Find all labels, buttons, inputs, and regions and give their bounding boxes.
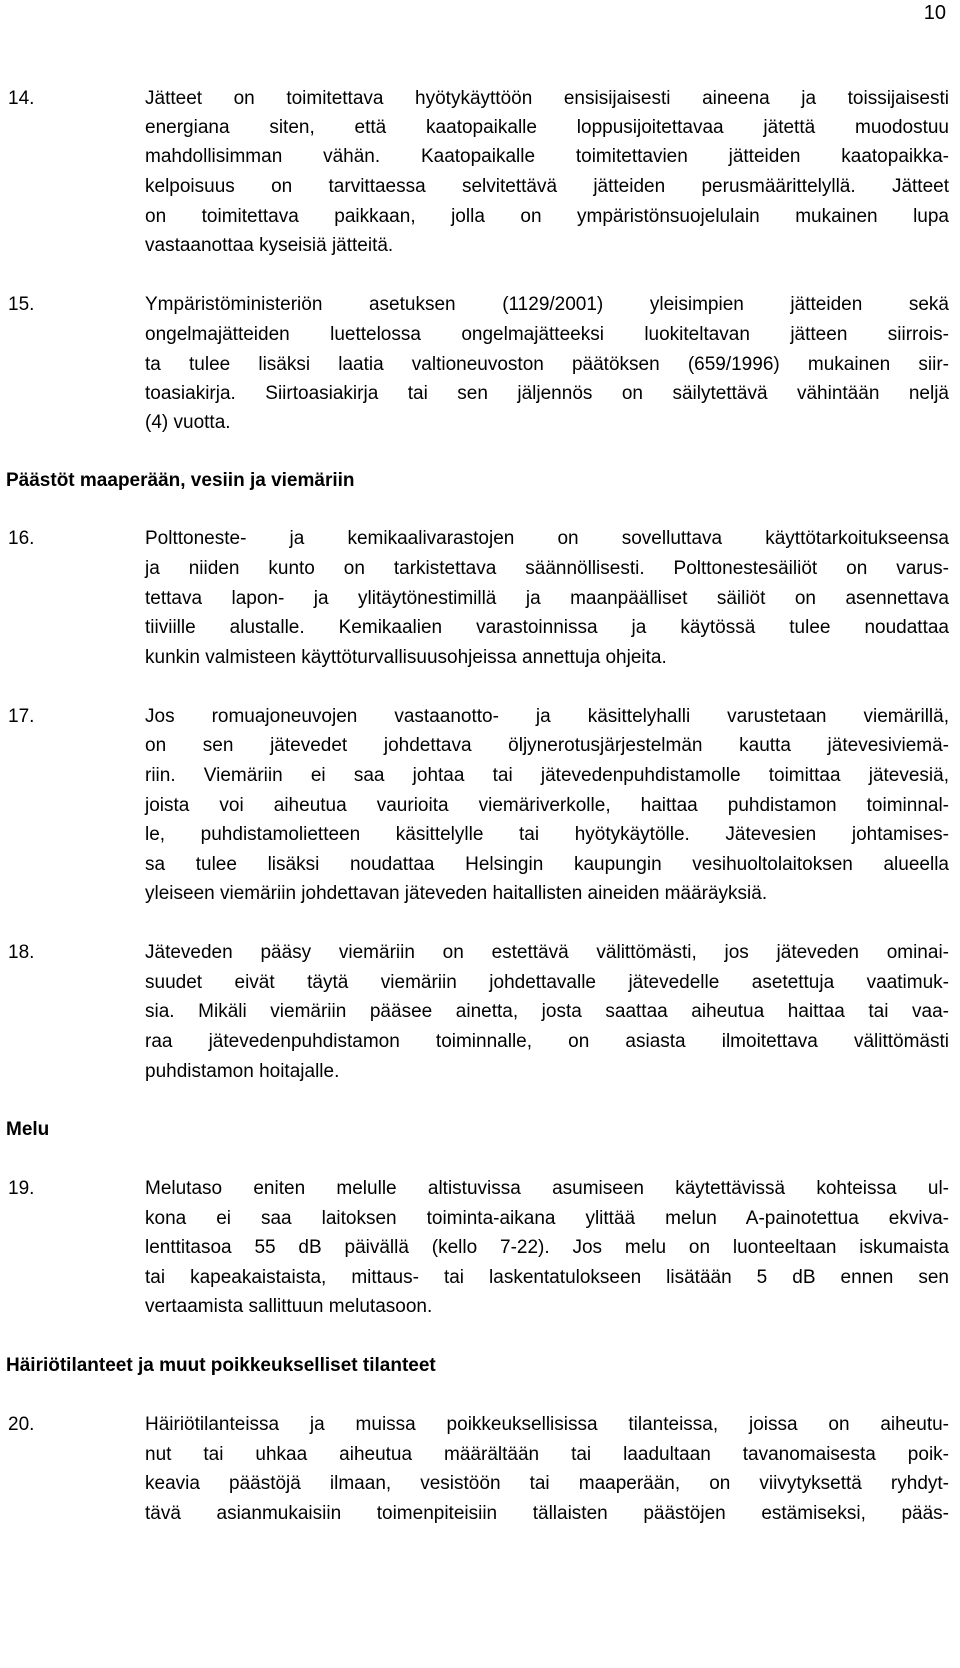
item-20-line-4: tävä asianmukaisiin toimenpiteisiin tällaisten päästöjen estämiseksi, pääs- bbox=[145, 1503, 949, 1524]
item-16-line-4: tiiviille alustalle. Kemikaalien varastoinnissa ja käytössä tulee noudattaa bbox=[145, 617, 949, 638]
item-number-18: 18. bbox=[8, 942, 35, 963]
item-14-line-4: kelpoisuus on tarvittaessa selvitettävä jätteiden perusmäärittelyllä. Jätteet bbox=[145, 176, 949, 197]
item-17-line-7: yleiseen viemäriin johdettavan jäteveden haitallisten aineiden määräyksiä. bbox=[145, 883, 768, 904]
item-19-line-2: kona ei saa laitoksen toiminta-aikana ylittää melun A-painotettua ekviva- bbox=[145, 1208, 949, 1229]
item-15-line-1: Ympäristöministeriön asetuksen (1129/2001) yleisimpien jätteiden sekä bbox=[145, 294, 949, 315]
item-number-14: 14. bbox=[8, 88, 35, 109]
item-15-line-3: ta tulee lisäksi laatia valtioneuvoston päätöksen (659/1996) mukainen siir- bbox=[145, 354, 949, 375]
item-15-line-4: toasiakirja. Siirtoasiakirja tai sen jäljennös on säilytettävä vähintään neljä bbox=[145, 383, 949, 404]
item-19-line-4: tai kapeakaistaista, mittaus- tai laskentatulokseen lisätään 5 dB ennen sen bbox=[145, 1267, 949, 1288]
item-19-line-5: vertaamista sallittuun melutasoon. bbox=[145, 1296, 433, 1317]
item-20-line-2: nut tai uhkaa aiheutua määrältään tai laadultaan tavanomaisesta poik- bbox=[145, 1444, 949, 1465]
item-16-line-5: kunkin valmisteen käyttöturvallisuusohjeissa annettuja ohjeita. bbox=[145, 647, 667, 668]
item-16-line-3: tettava lapon- ja ylitäytönestimillä ja maanpäälliset säiliöt on asennettava bbox=[145, 588, 949, 609]
item-18-line-5: puhdistamon hoitajalle. bbox=[145, 1061, 340, 1082]
item-18-line-4: raa jätevedenpuhdistamon toiminnalle, on asiasta ilmoitettava välittömästi bbox=[145, 1031, 949, 1052]
section-heading-incidents: Häiriötilanteet ja muut poikkeukselliset tilanteet bbox=[6, 1355, 436, 1376]
item-17-line-1: Jos romuajoneuvojen vastaanotto- ja käsittelyhalli varustetaan viemärillä, bbox=[145, 706, 949, 727]
item-17-line-6: sa tulee lisäksi noudattaa Helsingin kaupungin vesihuoltolaitoksen alueella bbox=[145, 854, 949, 875]
item-number-17: 17. bbox=[8, 706, 35, 727]
item-14-line-3: mahdollisimman vähän. Kaatopaikalle toimitettavien jätteiden kaatopaikka- bbox=[145, 146, 949, 167]
item-18-line-3: sia. Mikäli viemäriin pääsee ainetta, josta saattaa aiheutua haittaa tai vaa- bbox=[145, 1001, 949, 1022]
item-14-line-2: energiana siten, että kaatopaikalle loppusijoitettavaa jätettä muodostuu bbox=[145, 117, 949, 138]
item-number-15: 15. bbox=[8, 294, 35, 315]
item-17-line-4: joista voi aiheutua vaurioita viemäriverkolle, haittaa puhdistamon toiminnal- bbox=[145, 795, 949, 816]
item-18-line-2: suudet eivät täytä viemäriin johdettavalle jätevedelle asetettuja vaatimuk- bbox=[145, 972, 949, 993]
item-17-line-3: riin. Viemäriin ei saa johtaa tai jätevedenpuhdistamolle toimittaa jätevesiä, bbox=[145, 765, 949, 786]
page-number: 10 bbox=[923, 2, 946, 24]
item-18-line-1: Jäteveden pääsy viemäriin on estettävä välittömästi, jos jäteveden ominai- bbox=[145, 942, 949, 963]
item-16-line-1: Polttoneste- ja kemikaalivarastojen on sovelluttava käyttötarkoitukseensa bbox=[145, 528, 949, 549]
item-17-line-5: le, puhdistamolietteen käsittelylle tai hyötykäytölle. Jätevesien johtamises- bbox=[145, 824, 949, 845]
item-15-line-2: ongelmajätteiden luettelossa ongelmajätteeksi luokiteltavan jätteen siirrois- bbox=[145, 324, 949, 345]
section-heading-noise: Melu bbox=[6, 1119, 50, 1140]
item-14-line-6: vastaanottaa kyseisiä jätteitä. bbox=[145, 235, 394, 256]
item-20-line-1: Häiriötilanteissa ja muissa poikkeuksellisissa tilanteissa, joissa on aiheutu- bbox=[145, 1414, 949, 1435]
item-20-line-3: keavia päästöjä ilmaan, vesistöön tai maaperään, on viivytyksettä ryhdyt- bbox=[145, 1473, 949, 1494]
item-17-line-2: on sen jätevedet johdettava öljynerotusjärjestelmän kautta jätevesiviemä- bbox=[145, 735, 949, 756]
item-14-line-1: Jätteet on toimitettava hyötykäyttöön ensisijaisesti aineena ja toissijaisesti bbox=[145, 88, 949, 109]
item-15-line-5: (4) vuotta. bbox=[145, 412, 231, 433]
item-14-line-5: on toimitettava paikkaan, jolla on ympäristönsuojelulain mukainen lupa bbox=[145, 206, 949, 227]
item-19-line-3: lenttitasoa 55 dB päivällä (kello 7-22). Jos melu on luonteeltaan iskumaista bbox=[145, 1237, 949, 1258]
section-heading-emissions: Päästöt maaperään, vesiin ja viemäriin bbox=[6, 470, 355, 491]
item-16-line-2: ja niiden kunto on tarkistettava säännöllisesti. Polttonestesäiliöt on varus- bbox=[145, 558, 949, 579]
item-19-line-1: Melutaso eniten melulle altistuvissa asumiseen käytettävissä kohteissa ul- bbox=[145, 1178, 949, 1199]
item-number-19: 19. bbox=[8, 1178, 35, 1199]
item-number-20: 20. bbox=[8, 1414, 35, 1435]
item-number-16: 16. bbox=[8, 528, 35, 549]
